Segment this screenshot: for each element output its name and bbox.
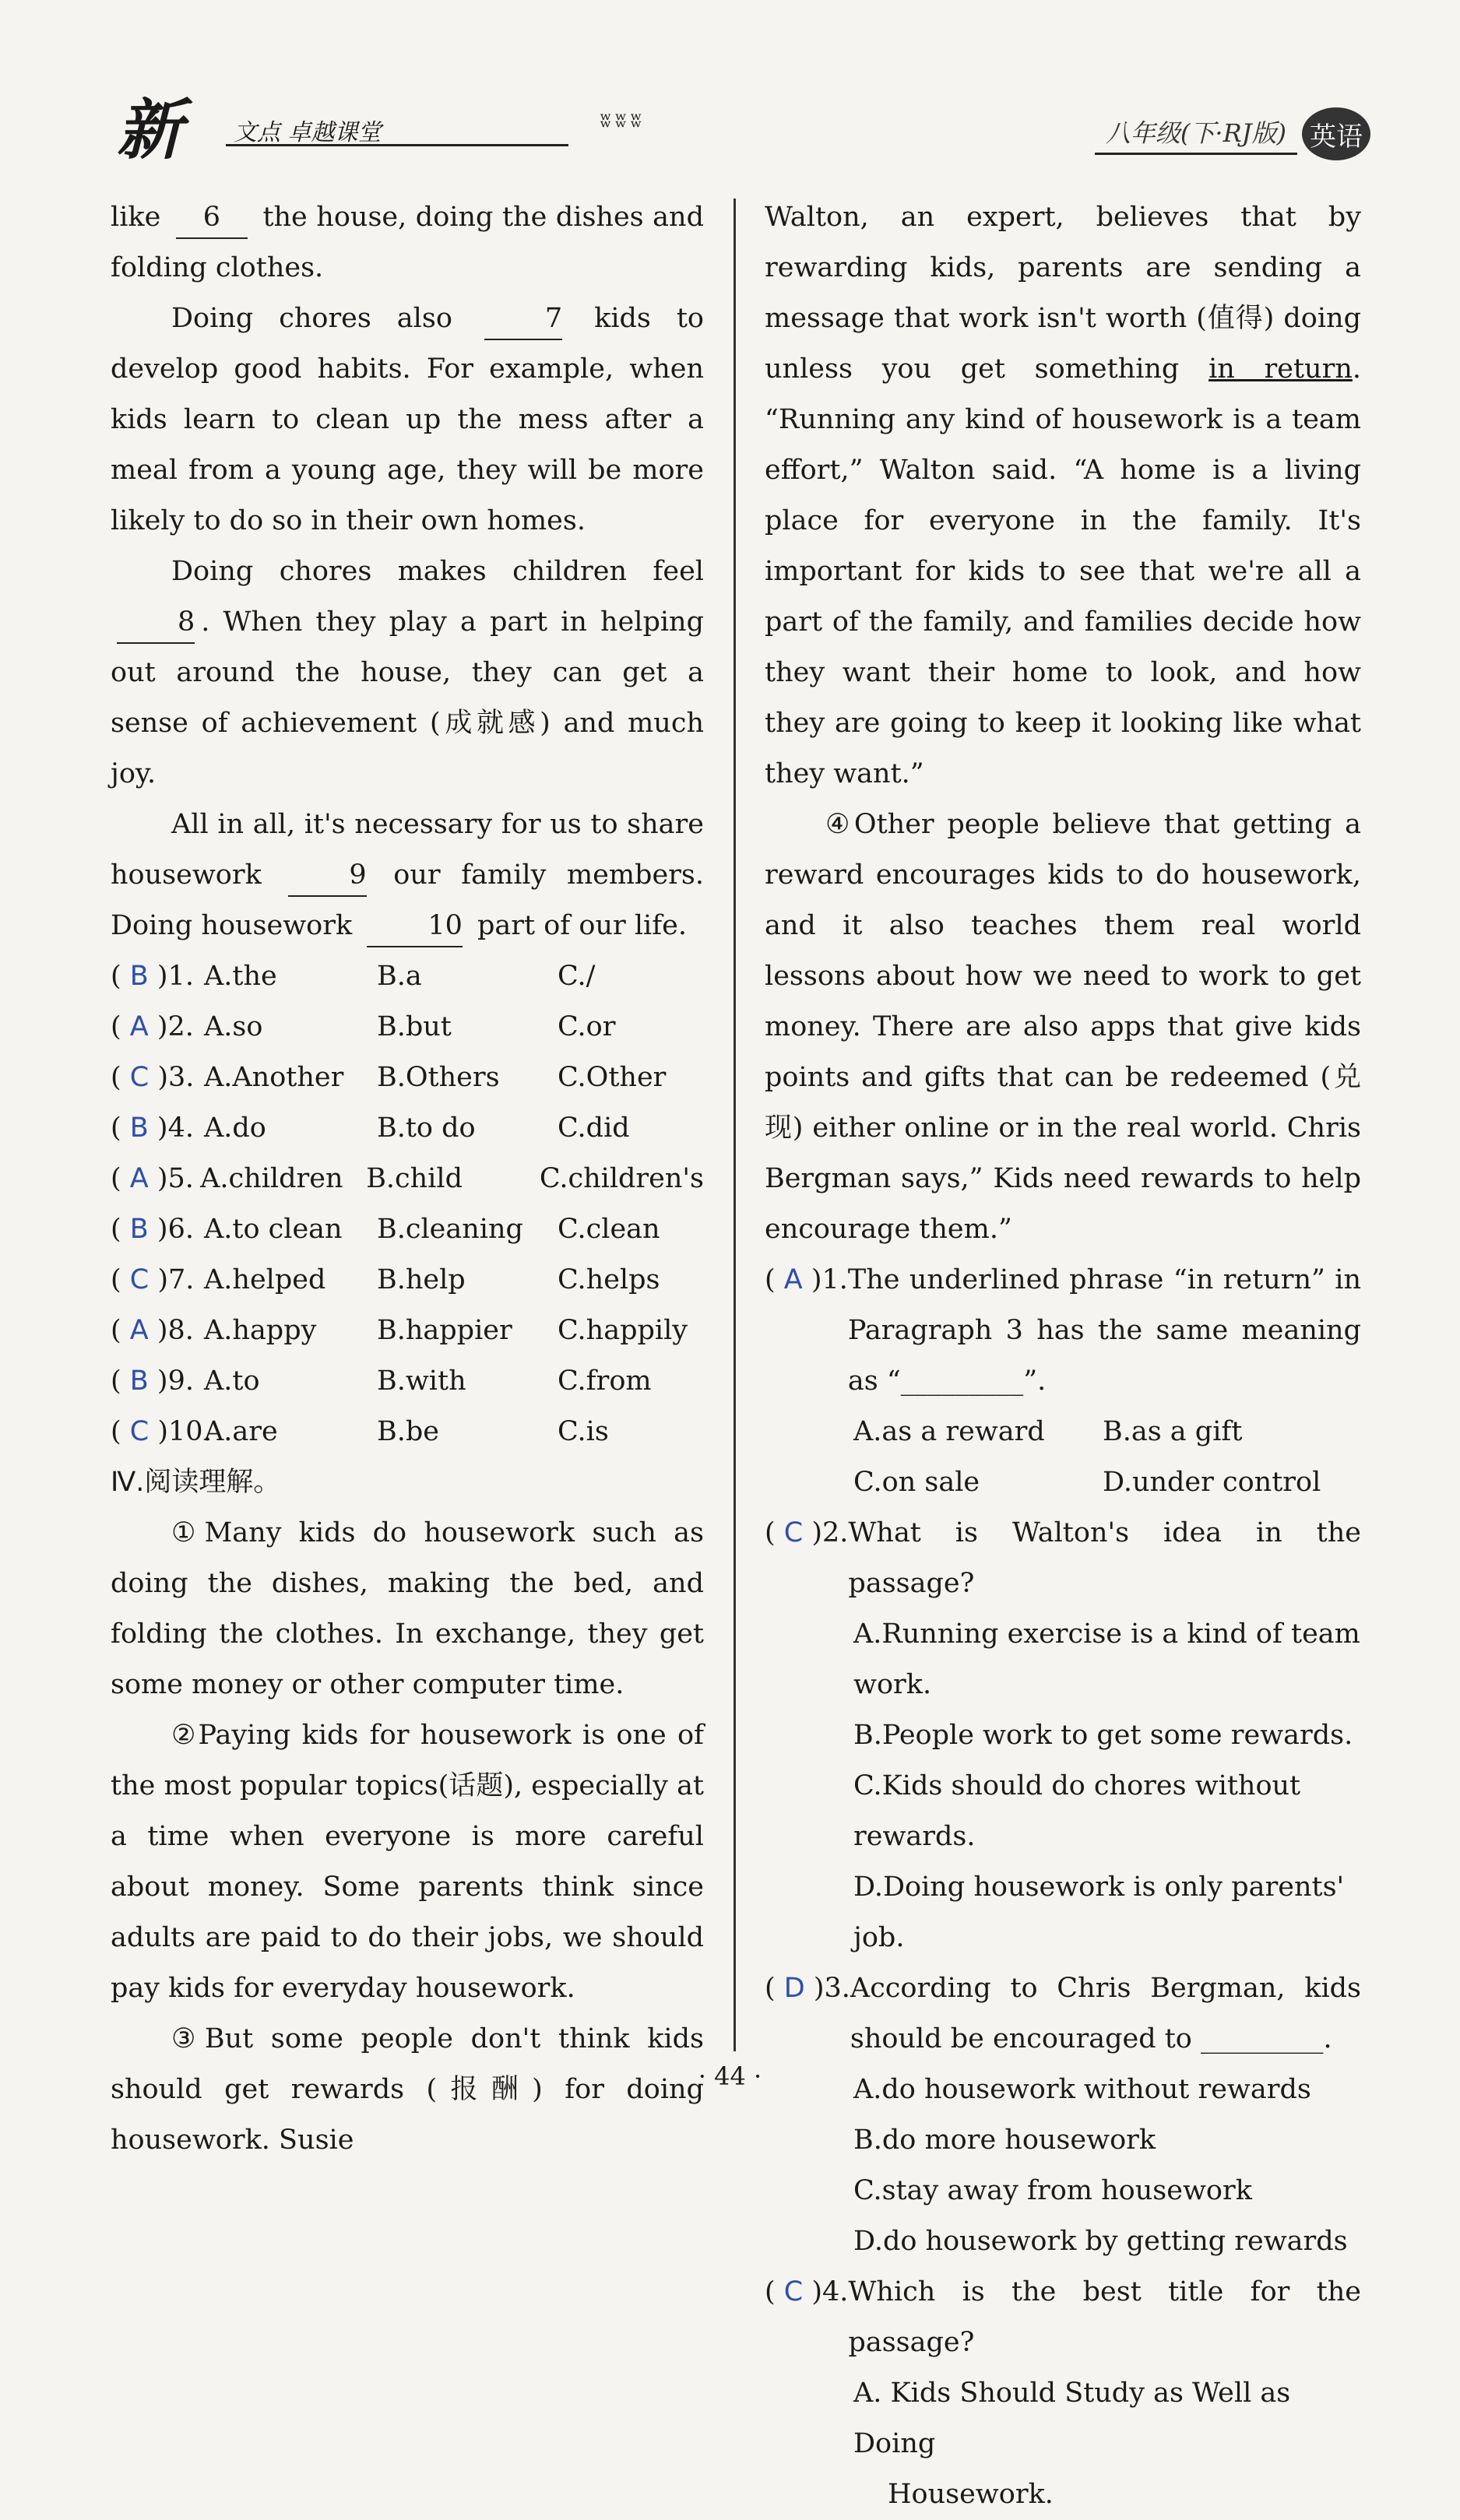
list-item: ( B )1. A.the B.a C./ <box>111 961 596 992</box>
option: D.Doing housework is only parents' job. <box>853 1872 1345 1953</box>
option: B.do more housework <box>853 2125 1156 2156</box>
cloze-paragraph: Doing chores makes children feel 8 . When they play a part in helping out around the house, they can get a sense of achievement (成就感) and much joy. <box>111 556 704 789</box>
answer-mark: B <box>129 1365 149 1397</box>
page-number: · 44 · <box>698 2061 762 2091</box>
reading-paragraph: ③But some people don't think kids should get rewards (报酬) for doing housework. Susie <box>111 2023 704 2156</box>
list-item: ( A )8. A.happy B.happier C.happily <box>111 1315 688 1346</box>
list-item: ( B )6. A.to clean B.cleaning C.clean <box>111 1214 660 1245</box>
reading-paragraph: Walton, an expert, believes that by rewarding kids, parents are sending a message that work isn't worth (值得) doing unless you get something in return. “Running any kind of housework is a team effort,” Walton said. “A home is a living place for everyone in the family. It's important for kids to see that we're all a part of the family, and families decide how they want their home to look, and how they are going to keep it looking like what they want.” <box>765 202 1361 789</box>
list-item: ( C )3. A.Another B.Others C.Other <box>111 1062 667 1093</box>
list-item: ( A )2. A.so B.but C.or <box>111 1011 616 1042</box>
option-row: C.on sale D.under control <box>853 1467 1321 1498</box>
bird-decoration-icon: ʬʬʬ <box>600 109 646 132</box>
answer-mark: A <box>783 1264 803 1295</box>
list-item: ( B )9. A.to B.with C.from <box>111 1365 652 1397</box>
answer-mark: B <box>129 961 149 992</box>
answer-mark: C <box>129 1062 150 1093</box>
brand-logo: 新 <box>117 91 183 168</box>
cloze-blank: 9 <box>288 855 366 897</box>
edition-label: 八年级(下·RJ版) <box>1095 114 1297 155</box>
header-edition-group <box>1095 107 1370 160</box>
question-stem: The underlined phrase “in return” in Paragraph 3 has the same meaning as “_________”. <box>847 1264 1361 1397</box>
cloze-blank: 10 <box>367 905 463 947</box>
cloze-blank: 6 <box>176 197 248 239</box>
brand-underline <box>226 144 568 146</box>
list-item: ( C )10. A.are B.be C.is <box>111 1416 609 1447</box>
right-column <box>765 192 1361 2520</box>
reading-paragraph: ①Many kids do housework such as doing the dishes, making the bed, and folding the clothes. In exchange, they get some money or other computer time. <box>111 1517 704 1700</box>
cloze-paragraph: like 6 the house, doing the dishes and folding clothes. <box>111 192 704 293</box>
cloze-blank: 7 <box>484 298 562 340</box>
answer-mark: B <box>129 1214 149 1245</box>
reading-paragraph: ④Other people believe that getting a reward encourages kids to do housework, and it also teaches them real world lessons about how we need to work to get money. There are also apps that give kids points and gifts that can be redeemed (兑现) either online or in the real world. Chris Bergman says,” Kids need rewards to help encourage them.” <box>765 809 1361 1245</box>
underlined-phrase: in return <box>1208 353 1353 385</box>
list-item: ( C )7. A.helped B.help C.helps <box>111 1264 660 1295</box>
option: A. Kids Should Study as Well as Doing <box>853 2378 1291 2459</box>
reading-question: ( D )3. According to Chris Bergman, kids should be encouraged to _________. A.do housework without rewards B.do more housework C.stay away from housework D.do housework by getting rewards <box>765 1963 1361 2267</box>
answer-mark: D <box>783 1973 805 2004</box>
list-item: ( A )5. A.children B.child C.children's <box>111 1163 704 1194</box>
question-stem: What is Walton's idea in the passage? <box>848 1517 1361 1599</box>
question-stem: Which is the best title for the passage? <box>848 2276 1361 2358</box>
reading-question: ( C )4. Which is the best title for the passage? A. Kids Should Study as Well as Doing Housework. <box>765 2267 1361 2520</box>
cloze-options-list <box>111 951 704 1457</box>
option-continuation: Housework. <box>888 2479 1054 2510</box>
option: C.stay away from housework <box>853 2175 1252 2206</box>
answer-mark: C <box>129 1264 150 1295</box>
answer-mark: A <box>129 1163 149 1194</box>
column-divider <box>734 199 736 2051</box>
left-column <box>111 192 704 2166</box>
option: A.do housework without rewards <box>853 2074 1311 2105</box>
answer-mark: C <box>129 1416 150 1447</box>
brand-subtitle: 文点 卓越课堂 <box>234 119 382 146</box>
list-item: ( B )4. A.do B.to do C.did <box>111 1112 630 1144</box>
reading-paragraph: ②Paying kids for housework is one of the most popular topics(话题), especially at a time when everyone is more careful about money. Some parents think since adults are paid to do their jobs, we should pay kids for everyday housework. <box>111 1720 704 2004</box>
question-stem: According to Chris Bergman, kids should be encouraged to _________. <box>850 1973 1361 2054</box>
reading-question: ( A )1. The underlined phrase “in return” in Paragraph 3 has the same meaning as “_________”. A.as a reward B.as a gift C.on sale D.under control <box>765 1255 1361 1508</box>
page-header <box>109 78 1370 168</box>
cloze-paragraph: Doing chores also 7 kids to develop good habits. For example, when kids learn to clean up the mess after a meal from a young age, they will be more likely to do so in their own homes. <box>111 293 704 547</box>
answer-mark: C <box>783 2276 804 2307</box>
option: C.Kids should do chores without rewards. <box>853 1770 1301 1852</box>
answer-mark: A <box>129 1315 149 1346</box>
option: A.Running exercise is a kind of team work. <box>853 1618 1360 1700</box>
cloze-paragraph: All in all, it's necessary for us to share housework 9 our family members. Doing housework 10 part of our life. <box>111 800 704 951</box>
cloze-blank: 8 <box>117 602 195 644</box>
option-row: A.as a reward B.as a gift <box>853 1416 1243 1447</box>
subject-badge: 英语 <box>1302 107 1370 160</box>
option: B.People work to get some rewards. <box>853 1720 1353 1751</box>
answer-mark: B <box>129 1112 149 1144</box>
section-title: Ⅳ.阅读理解。 <box>111 1467 281 1498</box>
answer-mark: A <box>129 1011 149 1042</box>
option: D.do housework by getting rewards <box>853 2226 1348 2257</box>
reading-question: ( C )2. What is Walton's idea in the passage? A.Running exercise is a kind of team work. B.People work to get some rewards. C.Kids should do chores without rewards. D.Doing housework is only parents' job. <box>765 1508 1361 1963</box>
answer-mark: C <box>783 1517 804 1548</box>
